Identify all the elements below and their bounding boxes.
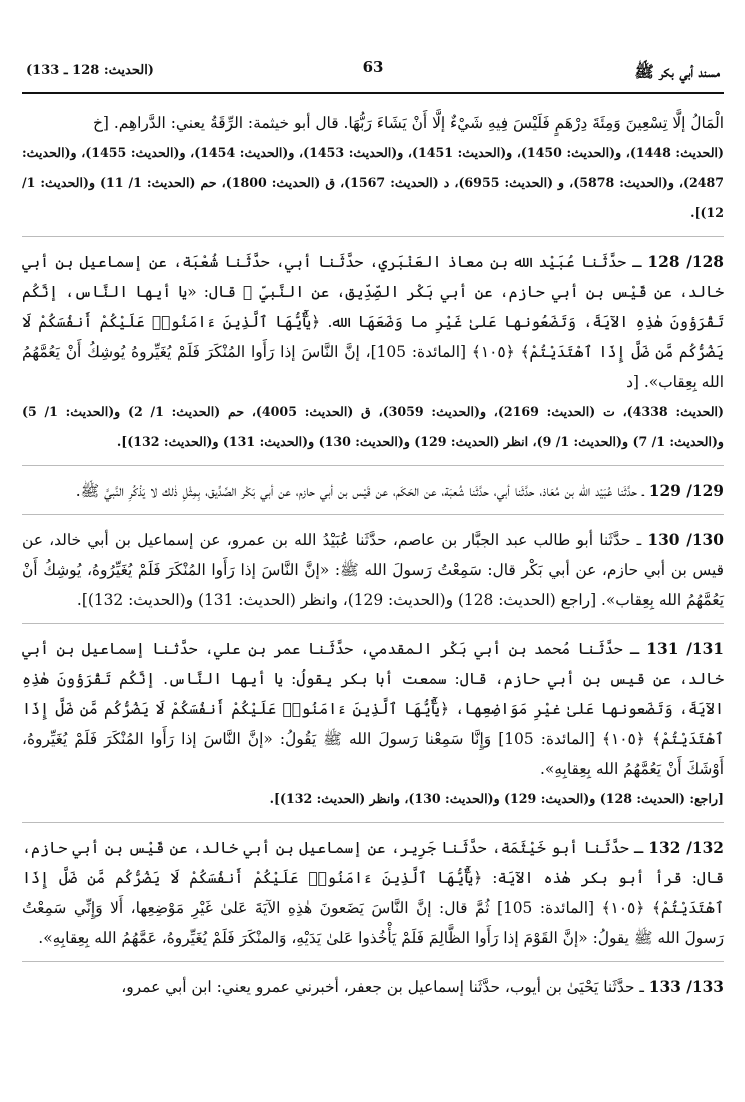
entry-130: [22, 525, 724, 615]
hadith-number: 128/ 128: [647, 253, 724, 271]
hadith-number: 132/ 132: [648, 839, 724, 857]
divider: [22, 623, 724, 624]
entry-131: [22, 634, 724, 814]
hadith-number: 129/ 129: [648, 482, 724, 500]
hadith-number: 133/ 133: [648, 978, 724, 996]
entry-132: [22, 833, 724, 953]
hadith-number: 130/ 130: [647, 531, 724, 549]
entry-continuation: [22, 108, 724, 228]
divider: [22, 465, 724, 466]
entry-references: (الحديث: 4338)، ت (الحديث: 2169)، و(الحديث: 3059)، ق (الحديث: 4005)، حم (الحديث: 1/ 2) و(الحديث: 1/ 5) و(الحديث: 1/ 7) و(الحديث: 1/ 9)، انظر (الحديث: 129) و(الحديث: 130) و(الحديث: 131) و(الحديث: 132)].: [22, 404, 724, 449]
entry-paragraph: [22, 476, 724, 506]
divider: [22, 236, 724, 237]
entry-paragraph: [22, 972, 724, 1002]
entry-text: ـ حدَّثَنا عُبَيْد الله بن مُعَاذ، حدَّثَنا أبي، حدَّثَنا شُعبَة، عن الحَكَم، عن قَيْس بن أبي حازم، عن أبي بَكْر الصِّدِّيق، بِمِثْلِ ذٰلك لا يَذْكُرِ النَّبيَّ ﷺ.: [75, 482, 644, 500]
divider: [22, 961, 724, 962]
entry-text: ـ حدَّثَنا أبو طالب عبد الجبَّار بن عاصم، حدَّثَنا عُبَيْدُ الله بن عمرو، عن إسماعيل بن أبي خالد، عن قيس بن أبي حازم، عن أبي بَكْر قال: سَمِعْتُ رَسولَ الله ﷺ: «إنَّ النَّاسَ إذا رَأَوا المُنْكَرَ فَلَمْ يُغَيِّرُوهُ، يُوشِكُ أَنْ يَعُمَّهُمُ الله بِعِقاب». [راجع (الحديث: 128) و(الحديث: 129)، وانظر (الحديث: 131) و(الحديث: 132)].: [22, 531, 724, 609]
entry-references: [راجع: (الحديث: 128) و(الحديث: 129) و(الحديث: 130)، وانظر (الحديث: 132)].: [269, 791, 724, 806]
hadith-range: (الحديث: 128 ـ 133): [26, 63, 154, 78]
page-header: [22, 60, 724, 94]
entry-133: [22, 972, 724, 1002]
entry-references: (الحديث: 1448)، و(الحديث: 1450)، و(الحديث: 1451)، و(الحديث: 1453)، و(الحديث: 1454)، و(الحديث: 1455)، و(الحديث: 2487)، و(الحديث: 5878)، و (الحديث: 6955)، د (الحديث: 1567)، ق (الحديث: 1800)، حم (الحديث: 1/ 11) و(الحديث: 1/ 12)].: [22, 145, 724, 220]
page-number: 63: [362, 58, 384, 76]
entry-paragraph: [22, 247, 724, 397]
entry-text: الْمَالُ إلَّا تِسْعِينَ وَمِئَةَ دِرْهَمٍ فَلَيْسَ فِيهِ شَيْءٌ إلَّا أَنْ يَشَاءَ رَبُّهَا. قال أبو خيثمة: الرِّقَةُ يعني: الدَّراهِم. [خ: [92, 114, 724, 132]
entry-paragraph: [22, 634, 724, 784]
entry-129: [22, 476, 724, 506]
entry-128: [22, 247, 724, 457]
page-body: [22, 108, 724, 1002]
entry-paragraph: [22, 833, 724, 953]
entry-text: ـ حدَّثَنا مُحمد بن أبي بَكْر المقدمي، حدَّثَنا عمر بن علي، حدَّثنا إسماعيل بن أبي خالد، عن قيس بن أبي حازم، قال: سمعت أبا بكر يقولُ: يا أيها النَّاس. إنَّكُم تَقْرَؤونَ هٰذِهِ الآيَةَ، وَتَضَعونها عَلىٰ غيْرِ مَوَاضِعِها، ﴿يَٰٓأَيُّهَا ٱلَّذِينَ ءَامَنُوا۟ عَلَيْكُمْ أَنفُسَكُمْ لَا يَضُرُّكُم مَّن ضَلَّ إِذَا ٱهْتَدَيْتُمْ﴾ ﴿١٠٥﴾ [المائدة: 105] وَإِنَّا سَمِعْنا رَسولَ الله ﷺ يَقُولُ: «إنَّ النَّاسَ إذا رَأَوا المُنْكَرَ فَلَمْ يُغَيِّروهُ، أَوْشَكَ أَنْ يَعُمَّهُمُ الله بِعِقابِهِ».: [22, 640, 724, 778]
entry-text: ـ حدَّثَنا أبو خَيْثَمَة، حدَّثَنا جَرِير، عن إسماعيل بن أبي خالد، عن قَيْس بن أبي حازم، قال: قرأ أبو بكر هٰذه الآيَة: ﴿يَٰٓأَيُّهَا ٱلَّذِينَ ءَامَنُوا۟ عَلَيْكُمْ أَنفُسَكُمْ لَا يَضُرُّكُم مَّن ضَلَّ إِذَا ٱهْتَدَيْتُمْ﴾ ﴿١٠٥﴾ [المائدة: 105] ثُمَّ قال: إنَّ النَّاسَ يَضَعونَ هٰذِهِ الآيَةَ عَلىٰ غَيْرِ مَوْضِعِها، أَلا وَإِنِّي سَمِعْتُ رَسولَ الله ﷺ يقولُ: «إنَّ القَوْمَ إذا رَأَوا الظَّالِمَ فَلَمْ يَأْخُذوا عَلىٰ يَدَيْهِ، وَالمنْكَرَ فَلَمْ يُغَيِّروهُ، عَمَّهُمُ الله بِعِقابِهِ».: [22, 839, 724, 947]
entry-text: ـ حدَّثَنا عُبَيْد الله بن معاذ العَنْبَري، حدَّثَنا أبي، حدَّثَنا شُعْبَة، عن إسماعيل بن أبي خالد، عن قَيْس بن أبي حازم، عن أبي بَكْر الصِّدِّيق، عن النَّبيِّ ﷺ قال: «يا أيها النَّاس، إنَّكُم تَقْرَؤونَ هٰذِهِ الآيَةَ، وَتَضَعُونها عَلىٰ غَيْرِ ما وَضَعَهَا الله. ﴿يَٰٓأَيُّهَا ٱلَّذِينَ ءَامَنُوا۟ عَلَيْكُمْ أَنفُسَكُمْ لَا يَضُرُّكُم مَّن ضَلَّ إِذَا ٱهْتَدَيْتُمْ﴾ ﴿١٠٥﴾ [المائدة: 105]، إنَّ النَّاسَ إذا رَأَوا المُنْكَرَ فَلَمْ يُغَيِّروهُ يُوشِكُ أَنْ يَعُمَّهُمُ الله بِعِقاب». [د: [22, 253, 724, 391]
divider: [22, 822, 724, 823]
book-title: مسند أبي بكر ﷺ: [634, 62, 720, 81]
entry-text: ـ حدَّثَنا يَحْيَىٰ بن أيوب، حدَّثَنا إسماعيل بن جعفر، أخبرني عمرو يعني: ابن أبي عمرو،: [121, 978, 644, 996]
entry-paragraph: [22, 525, 724, 615]
hadith-number: 131/ 131: [646, 640, 724, 658]
divider: [22, 514, 724, 515]
